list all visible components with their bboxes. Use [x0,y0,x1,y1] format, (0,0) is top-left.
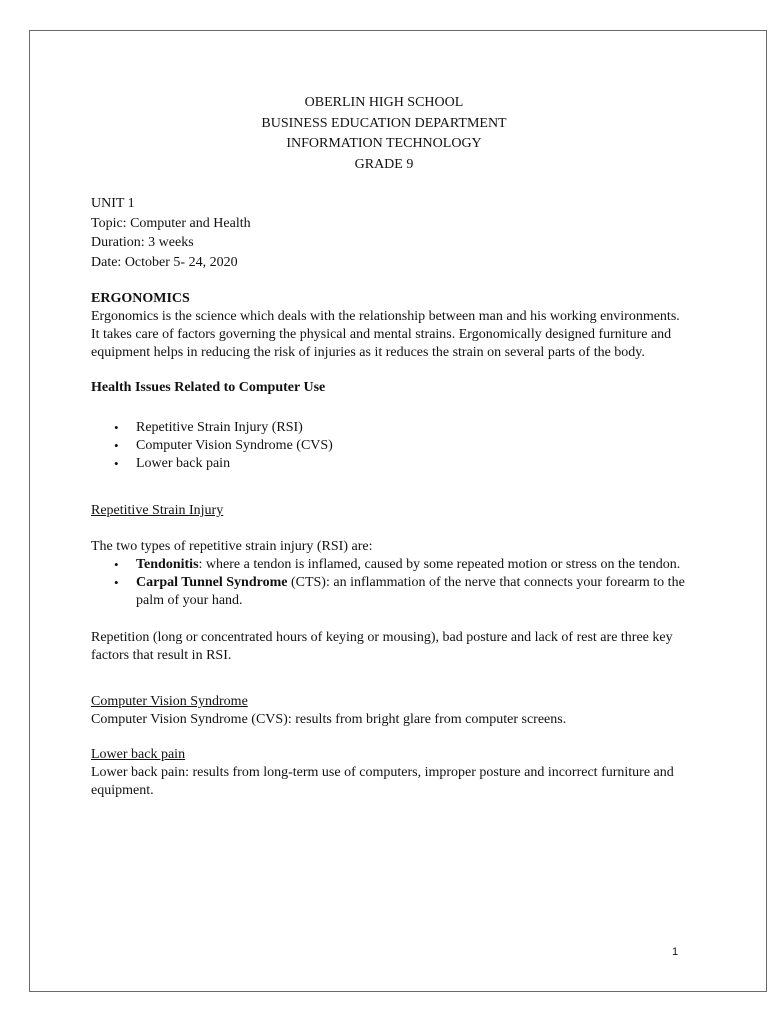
unit-number: UNIT 1 [91,196,135,211]
health-issues-title: Health Issues Related to Computer Use [91,380,326,395]
list-item [91,419,691,437]
cvs-heading: Computer Vision Syndrome [91,694,248,709]
grade-level: GRADE 9 [354,156,414,172]
rsi-types-list [91,556,691,610]
bullet-icon: • [114,575,119,590]
list-item [91,574,691,610]
document-content [91,93,691,800]
list-item [91,556,691,574]
lower-back-heading: Lower back pain [91,747,186,762]
ergonomics-paragraph: Ergonomics is the science which deals with the relationship between man and his working environments. It takes care of factors governing the physical and mental strains. Ergonomically designed furniture and equipment helps in reducing the risk of injuries as it reduces the strain on several parts of the body. [91,309,680,360]
subject-name: INFORMATION TECHNOLOGY [286,136,482,151]
lower-back-paragraph: Lower back pain: results from long-term use of computers, improper posture and incorrect furniture and equipment. [91,765,674,798]
bullet-icon: • [114,557,119,572]
unit-date: Date: October 5- 24, 2020 [91,254,238,270]
rsi-type-definition: : where a tendon is inflamed, caused by some repeated motion or stress on the tendon. [198,557,681,572]
rsi-type-definition: (CTS): an inflammation of the nerve that connects your forearm to the palm of your hand. [136,575,685,608]
rsi-heading: Repetitive Strain Injury [91,503,224,518]
unit-duration: Duration: 3 weeks [91,235,194,250]
rsi-intro: The two types of repetitive strain injury (RSI) are: [91,539,373,554]
list-item [91,455,691,473]
ergonomics-title: ERGONOMICS [91,291,190,306]
health-issues-list [91,419,691,473]
rsi-factors-paragraph: Repetition (long or concentrated hours of keying or mousing), bad posture and lack of rest are three key factors that result in RSI. [91,630,673,663]
school-name: OBERLIN HIGH SCHOOL [304,95,464,110]
unit-topic: Topic: Computer and Health [91,215,251,231]
cvs-paragraph: Computer Vision Syndrome (CVS): results from bright glare from computer screens. [91,712,567,727]
document-header [91,93,677,175]
department-name: BUSINESS EDUCATION DEPARTMENT [261,115,507,131]
rsi-type-term: Carpal Tunnel Syndrome [136,575,288,590]
list-item-text: Lower back pain [136,456,231,471]
list-item [91,437,691,455]
list-item-text: Repetitive Strain Injury (RSI) [136,420,303,435]
list-item-text: Computer Vision Syndrome (CVS) [136,438,333,453]
bullet-icon: • [114,438,119,453]
unit-info [91,194,691,272]
bullet-icon: • [114,420,119,435]
page-number: 1 [672,946,679,958]
rsi-type-term: Tendonitis [136,557,199,572]
bullet-icon: • [114,456,119,471]
